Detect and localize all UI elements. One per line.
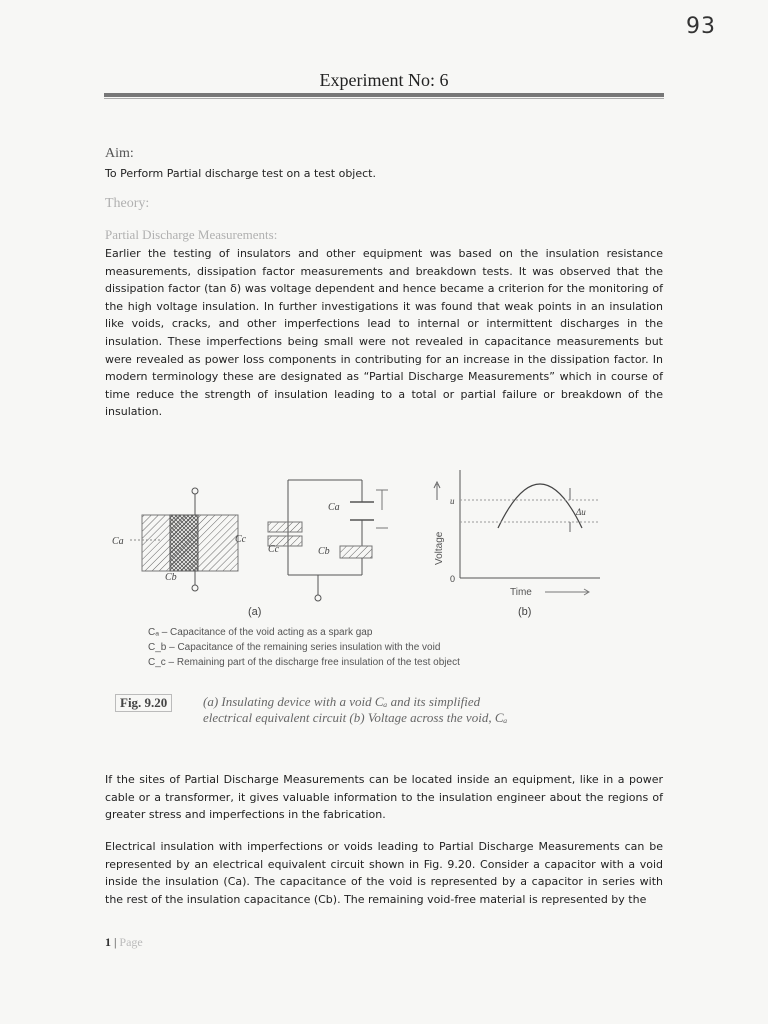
page-title: Experiment No: 6: [319, 70, 449, 90]
footer-separator: |: [114, 935, 117, 949]
insulating-device-drawing: [112, 488, 247, 591]
legend-line-cb: C_b – Capacitance of the remaining series insulation with the void: [148, 642, 441, 653]
legend-line-ca: Cₐ – Capacitance of the void acting as a spark gap: [148, 627, 373, 638]
handwritten-page-number: 93: [686, 14, 716, 39]
circuit-label-cc: Cc: [268, 544, 280, 555]
title-rule-thin: [104, 98, 664, 99]
footer-page-number: 1: [105, 935, 111, 949]
device-label-cb: Cb: [165, 572, 177, 583]
device-label-ca: Ca: [112, 536, 124, 547]
voltage-graph-drawing: [434, 470, 600, 598]
circuit-label-ca: Ca: [328, 502, 340, 513]
figure-9-20: [100, 460, 660, 625]
circuit-label-cb: Cb: [318, 546, 330, 557]
graph-label-u: u: [450, 496, 455, 506]
figure-caption-line2: electrical equivalent circuit (b) Voltage across the void, Cₐ: [203, 710, 508, 725]
aim-text: To Perform Partial discharge test on a test object.: [105, 167, 376, 180]
paragraph-sites: If the sites of Partial Discharge Measurements can be located inside an equipment, like in a power cable or a transformer, it gives valuable information to the insulation engineer about the regions of greater stress and imperfections in the fabrication.: [105, 773, 663, 822]
subfigure-label-b: (b): [518, 606, 532, 618]
aim-heading: Aim:: [105, 146, 134, 161]
title-rule: [104, 93, 664, 97]
section-heading: Partial Discharge Measurements:: [105, 227, 278, 242]
page-footer: [105, 935, 143, 950]
equivalent-circuit-drawing: [268, 480, 388, 601]
graph-label-du: Δu: [576, 507, 586, 517]
footer-page-word: Page: [119, 935, 143, 949]
legend-line-cc: C_c – Remaining part of the discharge free insulation of the test object: [148, 657, 460, 668]
figure-caption-line1: (a) Insulating device with a void Cₐ and its simplified: [203, 694, 481, 709]
theory-heading: Theory:: [105, 196, 150, 211]
graph-ylabel: Voltage: [434, 531, 445, 565]
graph-xlabel: Time: [510, 587, 532, 598]
graph-label-zero: 0: [450, 574, 456, 584]
figure-caption: [203, 694, 603, 726]
paragraph-intro: Earlier the testing of insulators and other equipment was based on the insulation resistance measurements, dissipation factor measurements and breakdown tests. It was observed that the dissipation factor (tan δ) was voltage dependent and hence became a criterion for the monitoring of the high voltage insulation. In further investigations it was found that weak points in an insulation like voids, cracks, and other imperfections lead to internal or intermittent discharges in the insulation. These imperfections being small were not revealed in capacitance measurements but were revealed as power loss components in contributing for an increase in the dissipation factor. In modern terminology these are designated as “Partial Discharge Measurements” which in course of time reduce the strength of insulation leading to a total or partial failure or breakdown of the insulation.: [105, 247, 663, 419]
device-label-cc: Cc: [235, 534, 247, 545]
paragraph-equivalent-circuit: Electrical insulation with imperfections or voids leading to Partial Discharge Measurements can be represented by an electrical equivalent circuit shown in Fig. 9.20. Consider a capacitor with a void inside the insulation (Ca). The capacitance of the void is represented by a capacitor in series with the rest of the insulation capacitance (Cb). The remaining void-free material is represented by the: [105, 840, 663, 906]
subfigure-label-a: (a): [248, 606, 262, 618]
figure-number: Fig. 9.20: [115, 694, 172, 712]
